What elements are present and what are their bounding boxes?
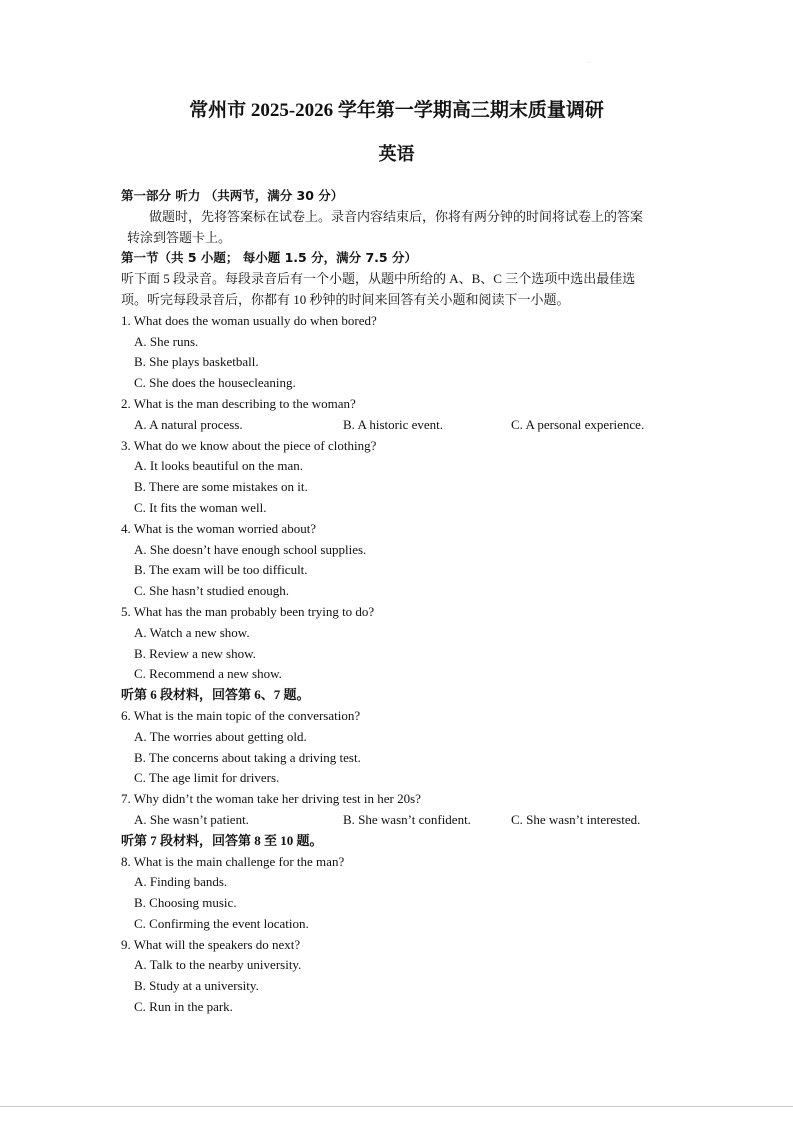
option-a: A. A natural process. (134, 416, 243, 432)
question-stem: 3. What do we know about the piece of clothing? (121, 437, 377, 453)
option-a: A. Finding bands. (134, 874, 228, 890)
question-stem: 1. What does the woman usually do when bored? (121, 312, 377, 328)
option-c: C. The age limit for drivers. (134, 770, 280, 786)
section1-instruction-line1: 听下面 5 段录音。每段录音后有一个小题，从题中所给的 A、B、C 三个选项中选出最佳选 (121, 271, 636, 287)
part1-heading: 第一部分 听力 （共两节，满分 30 分） (121, 188, 344, 203)
option-b: B. Study at a university. (134, 978, 259, 994)
option-c: C. She does the housecleaning. (134, 375, 296, 391)
option-c: C. It fits the woman well. (134, 499, 267, 515)
question-stem: 2. What is the man describing to the woman? (121, 395, 356, 411)
question-stem: 5. What has the man probably been trying to do? (121, 603, 375, 619)
option-a: A. It looks beautiful on the man. (134, 458, 303, 474)
scan-dot: · (588, 60, 590, 66)
part1-instruction-line2: 转涂到答题卡上。 (127, 229, 232, 245)
option-b: B. The exam will be too difficult. (134, 562, 308, 578)
option-c: C. Recommend a new show. (134, 666, 282, 682)
question-stem: 4. What is the woman worried about? (121, 520, 317, 536)
option-c: C. A personal experience. (511, 416, 645, 432)
option-c: C. She hasn’t studied enough. (134, 583, 290, 599)
option-a: A. She runs. (134, 333, 199, 349)
option-a: A. She doesn’t have enough school supplies. (134, 541, 367, 557)
option-a: A. The worries about getting old. (134, 728, 307, 744)
group-note-7: 听第 7 段材料，回答第 8 至 10 题。 (121, 832, 323, 848)
option-a: A. Talk to the nearby university. (134, 957, 302, 973)
question-stem: 8. What is the main challenge for the man? (121, 853, 345, 869)
option-row (121, 415, 681, 436)
option-b: B. Choosing music. (134, 895, 237, 911)
exam-content (121, 186, 681, 1018)
section1-instruction-line2: 项。听完每段录音后，你都有 10 秒钟的时间来回答有关小题和阅读下一小题。 (121, 291, 570, 307)
section1-heading: 第一节（共 5 小题； 每小题 1.5 分，满分 7.5 分） (121, 250, 417, 266)
option-a: A. Watch a new show. (134, 624, 250, 640)
group-note-6: 听第 6 段材料，回答第 6、7 题。 (121, 687, 310, 703)
exam-title: 常州市 2025-2026 学年第一学期高三期末质量调研 (189, 100, 604, 121)
option-a: A. She wasn’t patient. (134, 811, 249, 827)
option-b: B. The concerns about taking a driving test. (134, 749, 361, 765)
question-stem: 6. What is the main topic of the conversation? (121, 707, 361, 723)
option-b: B. She plays basketball. (134, 354, 259, 370)
option-c: C. Run in the park. (134, 999, 233, 1015)
option-b: B. She wasn’t confident. (343, 811, 471, 827)
option-b: B. A historic event. (343, 416, 444, 432)
question-stem: 7. Why didn’t the woman take her driving test in her 20s? (121, 791, 421, 807)
part1-instruction-line1: 做题时，先将答案标在试卷上。录音内容结束后，你将有两分钟的时间将试卷上的答案 (149, 208, 644, 224)
option-c: C. Confirming the event location. (134, 915, 309, 931)
question-stem: 9. What will the speakers do next? (121, 936, 301, 952)
option-c: C. She wasn’t interested. (511, 811, 641, 827)
exam-subject: 英语 (378, 144, 415, 164)
option-row (121, 810, 681, 831)
option-b: B. There are some mistakes on it. (134, 479, 308, 495)
option-b: B. Review a new show. (134, 645, 256, 661)
bottom-rule (0, 1106, 793, 1107)
